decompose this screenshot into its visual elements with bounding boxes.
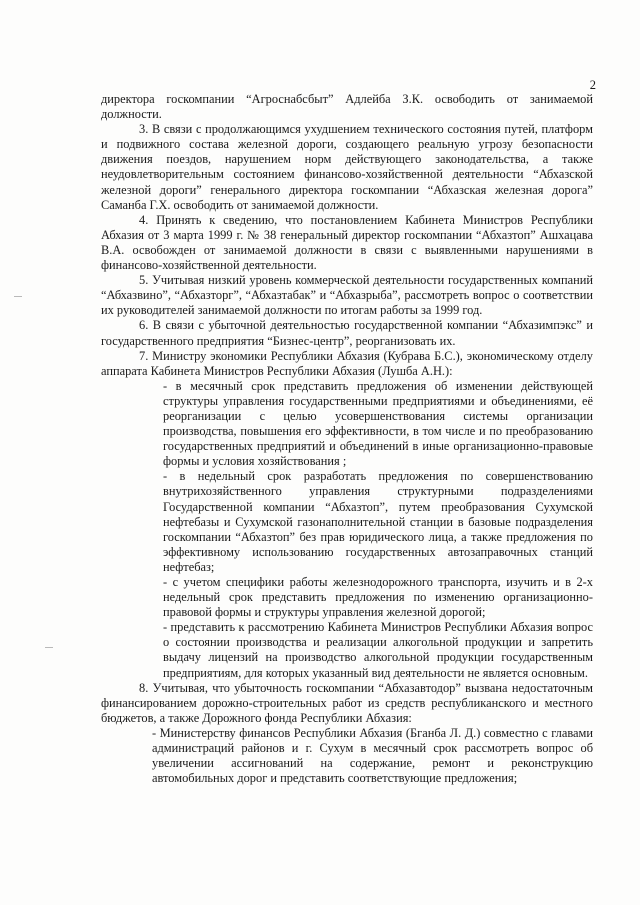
scan-mark xyxy=(45,647,53,648)
bullet-item: - в недельный срок разработать предложения по совершенствованию внутрихозяйственного управления структурными подразделениями Государственной компании “Абхазтоп”, путем преобразования Сухумской нефтебазы и Сухумской газонаполнительной станции в базовые подразделения госкомпании “Абхазтоп” без прав юридического лица, а также предложения по эффективному использованию государственных автозаправочных станций нефтебаз; xyxy=(163,469,593,574)
paragraph-item-4: 4. Принять к сведению, что постановлением Кабинета Министров Республики Абхазия от 3 марта 1999 г. № 38 генеральный директор госкомпании “Абхазтоп” Ашхацава В.А. освобожден от занимаемой должности в связи с выявленными нарушениями в финансово-хозяйственной деятельности. xyxy=(101,212,593,273)
paragraph-item-5: 5. Учитывая низкий уровень коммерческой деятельности государственных компаний “Абхазвино”, “Абхазторг”, “Абхазтабак” и “Абхазрыба”, рассмотреть вопрос о соответствии их руководителей занимаемой должности по итогам работы за 1999 год. xyxy=(101,273,593,318)
bullet-item: - Министерству финансов Республики Абхазия (Бганба Л. Д.) совместно с главами администраций районов и г. Сухум в месячный срок рассмотреть вопрос об увеличении ассигнований на содержание, ремонт и реконструкцию автомобильных дорог и представить соответствующие предложения; xyxy=(152,725,593,786)
bullet-item: - с учетом специфики работы железнодорожного транспорта, изучить и в 2-х недельный срок представить предложения по изменению организационно-правовой формы и структуры управления железной дорогой; xyxy=(163,575,593,620)
paragraph-item-8: 8. Учитывая, что убыточность госкомпании “Абхазавтодор” вызвана недостаточным финансированием дорожно-строительных работ из средств республиканского и местного бюджетов, а также Дорожного фонда Республики Абхазия: xyxy=(101,680,593,725)
scan-mark xyxy=(14,296,22,297)
paragraph-continuation: директора госкомпании “Агроснабсбыт” Адлейба З.К. освободить от занимаемой должности. xyxy=(101,92,593,122)
document-body xyxy=(101,92,593,786)
paragraph-item-7: 7. Министру экономики Республики Абхазия (Кубрава Б.С.), экономическому отделу аппарата Кабинета Министров Республики Абхазия (Лушба А.Н.): xyxy=(101,348,593,378)
paragraph-item-6: 6. В связи с убыточной деятельностью государственной компании “Абхазимпэкс” и государственного предприятия “Бизнес-центр”, реорганизовать их. xyxy=(101,318,593,348)
bullet-item: - в месячный срок представить предложения об изменении действующей структуры управления государственными предприятиями и объединениями, её реорганизации с целью усовершенствования системы организации производства, повышения его эффективности, в том числе и по преобразованию государственных предприятий и объединений в иные организационно-правовые формы и условия хозяйствования ; xyxy=(163,378,593,469)
paragraph-item-3: 3. В связи с продолжающимся ухудшением технического состояния путей, платформ и подвижного состава железной дороги, создающего реальную угрозу безопасности движения поездов, нарушением норм действующего законодательства, а также неудовлетворительным состоянием финансово-хозяйственной деятельности “Абхазской железной дороги” генерального директора госкомпании “Абхазская железная дорога” Саманба Г.Х. освободить от занимаемой должности. xyxy=(101,122,593,212)
bullet-item: - представить к рассмотрению Кабинета Министров Республики Абхазия вопрос о состоянии производства и реализации алкогольной продукции и запретить выдачу лицензий на производство алкогольной продукции государственным предприятиям, для которых указанный вид деятельности не является основным. xyxy=(163,620,593,680)
page-number: 2 xyxy=(589,78,596,92)
